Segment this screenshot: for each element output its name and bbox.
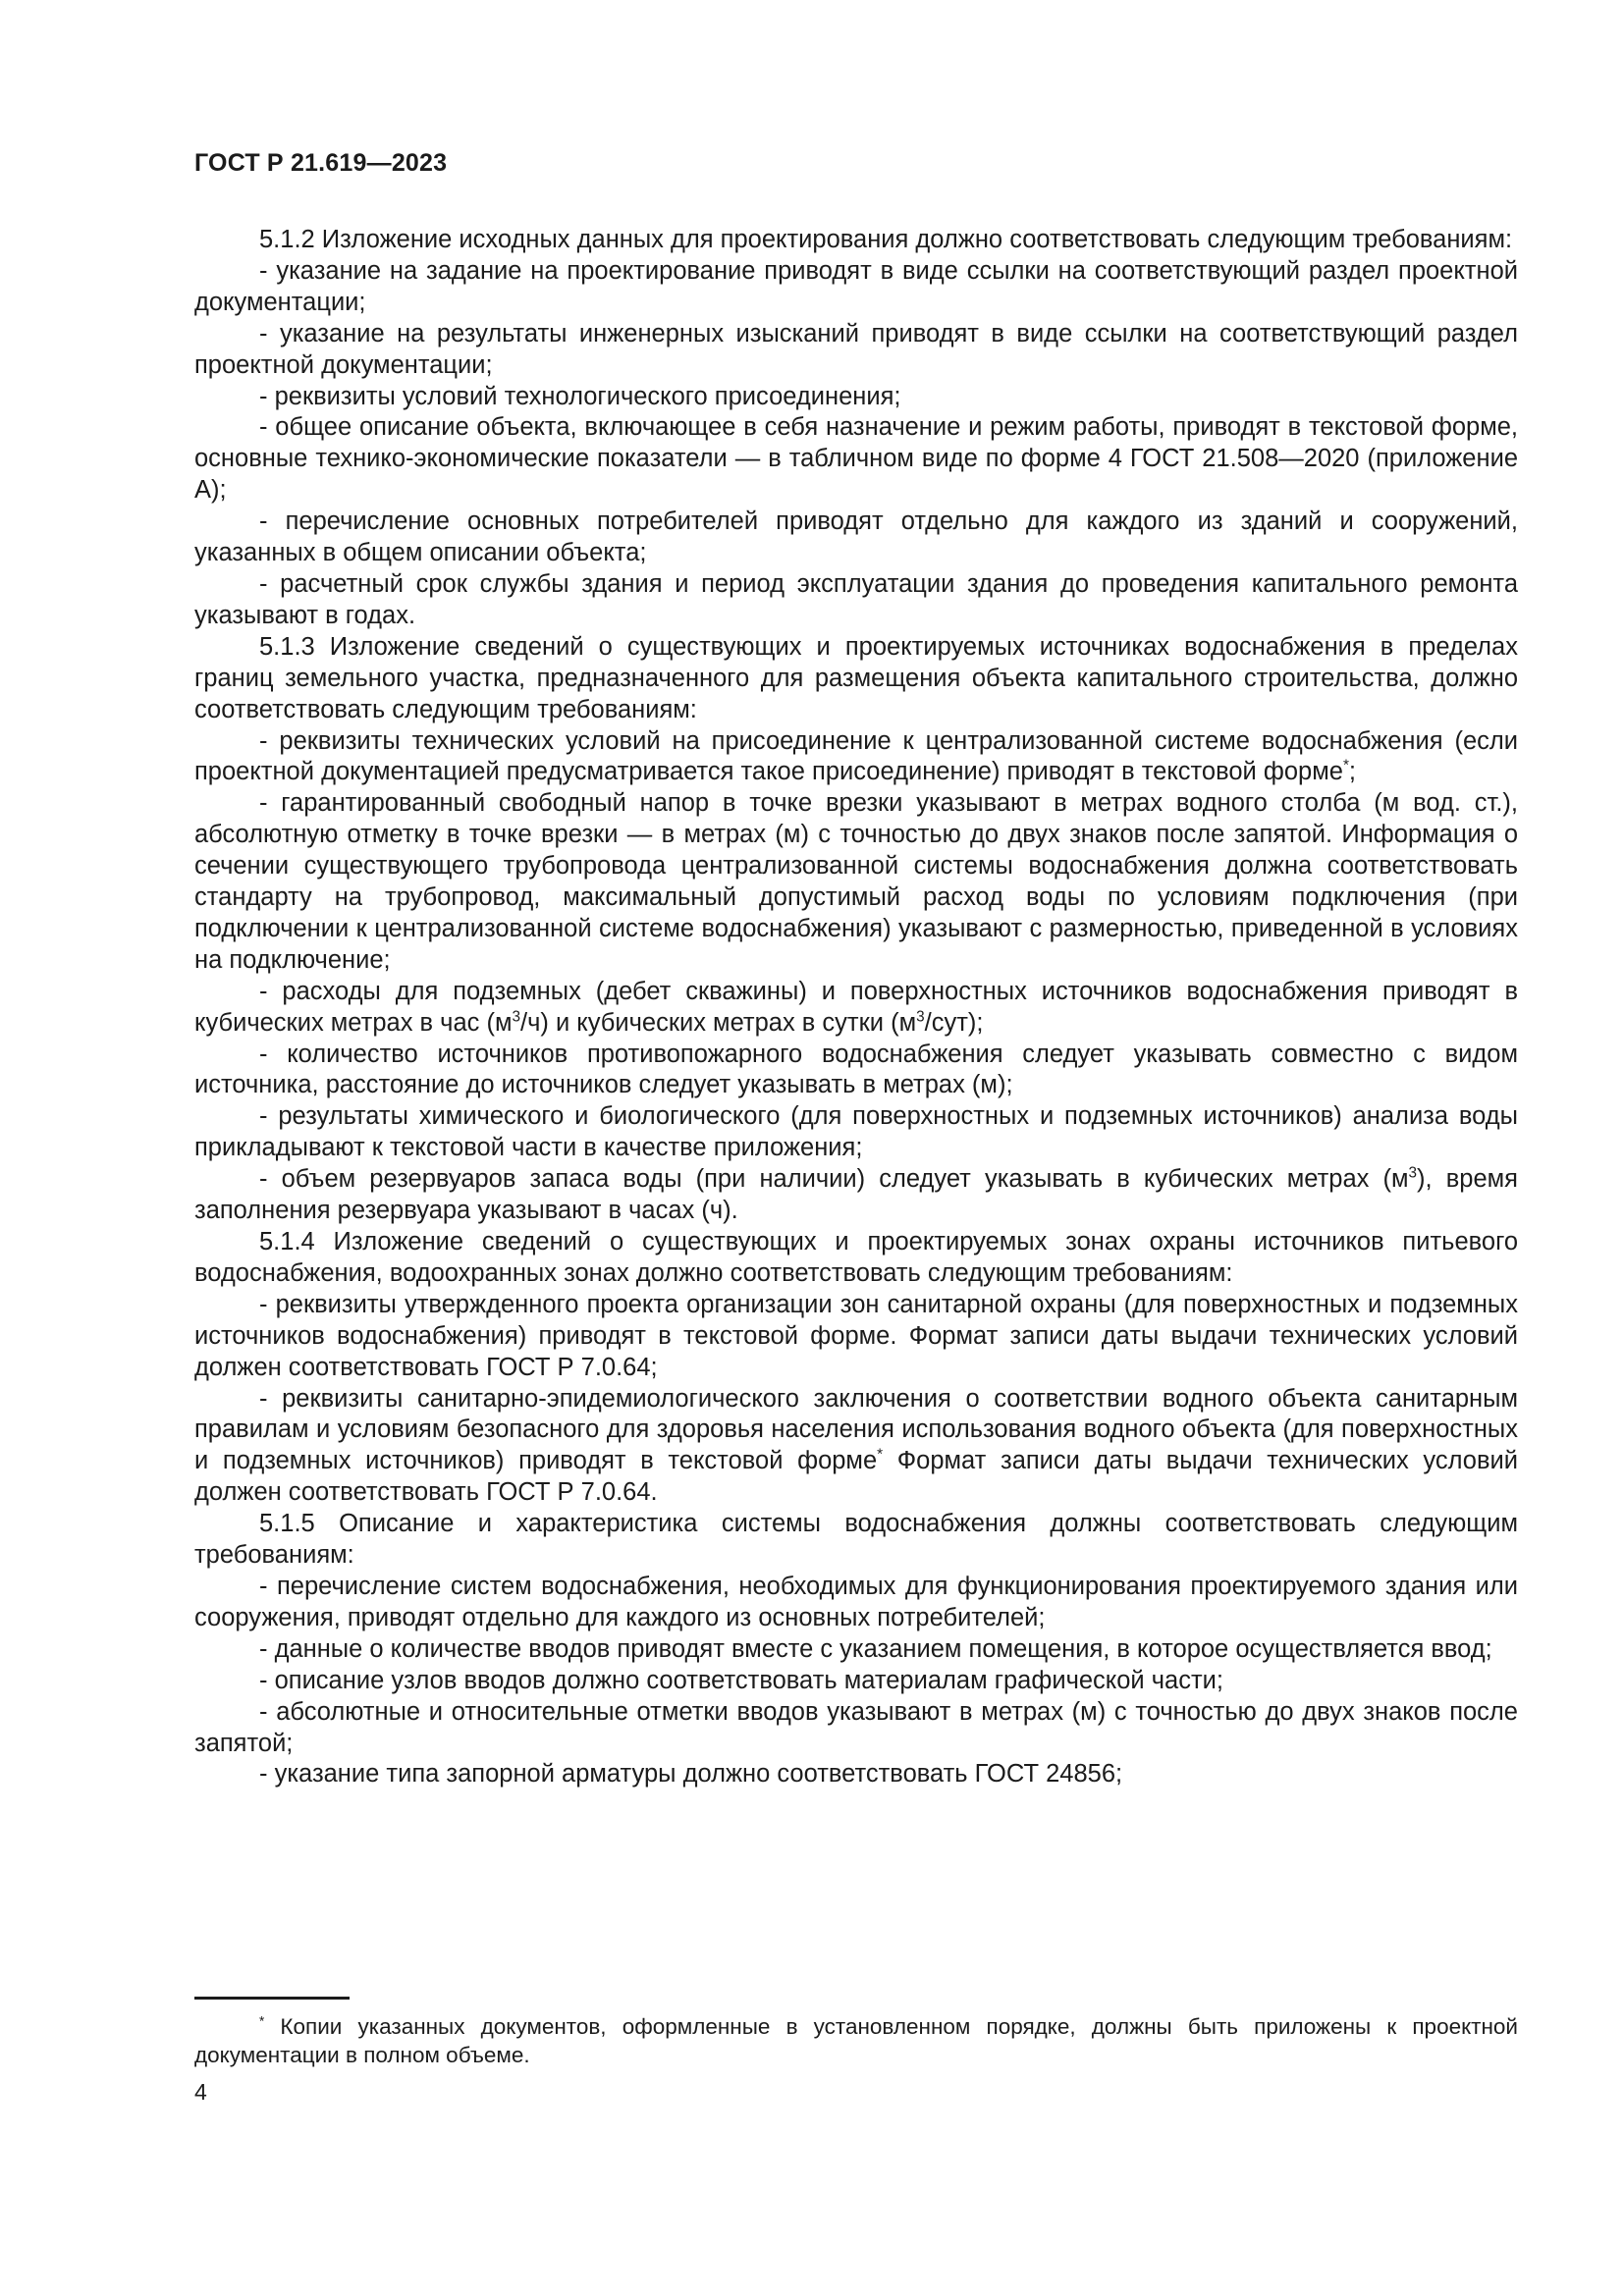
list-item: - результаты химического и биологического (для поверхностных и подземных источников) анализа воды прикладывают к текстовой части в качестве приложения; <box>194 1102 1518 1162</box>
footnote-marker: * <box>259 2013 265 2029</box>
paragraph-5-1-4: 5.1.4 Изложение сведений о существующих и проектируемых зонах охраны источников питьевого водоснабжения, водоохранных зонах должно соответствовать следующим требованиям: <box>194 1228 1518 1287</box>
list-item: - реквизиты условий технологического присоединения; <box>259 382 901 410</box>
list-item: - расходы для подземных (дебет скважины) и поверхностных источников водоснабжения приводят в кубических метрах в час $(м^3/ч)$ и кубических метрах в сутки $(м^3/сут)$; <box>194 977 1518 1037</box>
footnote: * Копии указанных документов, оформленные в установленном порядке, должны быть приложены к проектной документации в полном объеме. <box>194 2013 1518 2067</box>
footnote-reference: * <box>877 1446 884 1464</box>
page-number: 4 <box>194 2079 207 2105</box>
footnote-reference: * <box>1342 757 1349 774</box>
list-item: - указание на результаты инженерных изысканий приводят в виде ссылки на соответствующий раздел проектной документации; <box>194 319 1518 379</box>
list-item: - реквизиты санитарно-эпидемиологического заключения о соответствии водного объекта санитарным правилам и условиям безопасного для здоровья населения использования водного объекта (для поверхностных и подземных источников) приводят в текстовой форме* Формат записи даты выдачи технических условий должен соответствовать ГОСТ Р 7.0.64. <box>194 1384 1518 1507</box>
list-item: - количество источников противопожарного водоснабжения следует указывать совместно с видом источника, расстояние до источников следует указывать в метрах (м); <box>194 1040 1518 1099</box>
list-item: - реквизиты утвержденного проекта организации зон санитарной охраны (для поверхностных и подземных источников водоснабжения) приводят в текстовой форме. Формат записи даты выдачи технических условий должен соответствовать ГОСТ Р 7.0.64; <box>194 1290 1518 1381</box>
superscript: 3 <box>1408 1164 1418 1182</box>
list-item: - данные о количестве вводов приводят вместе с указанием помещения, в которое осуществляется ввод; <box>259 1634 1492 1663</box>
list-item: - объем резервуаров запаса воды (при наличии) следует указывать в кубических метрах $(м^3)$, время заполнения резервуара указывают в часах (ч). <box>194 1164 1518 1225</box>
list-item: - реквизиты технических условий на присоединение к централизованной системе водоснабжения (если проектной документацией предусматривается такое присоединение) приводят в текстовой форме*; <box>194 726 1518 786</box>
list-item: - общее описание объекта, включающее в себя назначение и режим работы, приводят в текстовой форме, основные технико-экономические показатели — в табличном виде по форме 4 ГОСТ 21.508—2020 (приложение А); <box>194 413 1518 505</box>
list-item: - абсолютные и относительные отметки вводов указывают в метрах (м) с точностью до двух знаков после запятой; <box>194 1697 1518 1757</box>
list-item: - указание типа запорной арматуры должно соответствовать ГОСТ 24856; <box>259 1760 1123 1789</box>
paragraph-5-1-3: 5.1.3 Изложение сведений о существующих и проектируемых источниках водоснабжения в пределах границ земельного участка, предназначенного для размещения объекта капитального строительства, должно соответствовать следующим требованиям: <box>194 632 1518 723</box>
list-item: - перечисление основных потребителей приводят отдельно для каждого из зданий и сооружений, указанных в общем описании объекта; <box>194 507 1518 567</box>
list-item: - расчетный срок службы здания и период эксплуатации здания до проведения капитального ремонта указывают в годах. <box>194 569 1518 629</box>
list-item: - описание узлов вводов должно соответствовать материалам графической части; <box>259 1666 1223 1694</box>
list-item: - гарантированный свободный напор в точке врезки указывают в метрах водного столба (м вод. ст.), абсолютную отметку в точке врезки — в метрах (м) с точностью до двух знаков после запятой. Информация о сечении существующего трубопровода централизованной системы водоснабжения должна соответствовать стандарту на трубопровод, максимальный допустимый расход воды по условиям подключения (при подключении к централизованной системе водоснабжения) указывают с размерностью, приведенной в условиях на подключение; <box>194 789 1518 974</box>
superscript: 3 <box>916 1008 925 1026</box>
document-header: ГОСТ Р 21.619—2023 <box>194 149 448 177</box>
footnote-divider <box>194 1997 350 2000</box>
paragraph-5-1-2: 5.1.2 Изложение исходных данных для проектирования должно соответствовать следующим требованиям: <box>259 226 1513 253</box>
superscript: 3 <box>512 1008 520 1026</box>
paragraph-5-1-5: 5.1.5 Описание и характеристика системы водоснабжения должны соответствовать следующим требованиям: <box>194 1510 1518 1570</box>
document-body <box>194 225 1518 1790</box>
list-item: - указание на задание на проектирование приводят в виде ссылки на соответствующий раздел проектной документации; <box>194 256 1518 316</box>
list-item: - перечисление систем водоснабжения, необходимых для функционирования проектируемого здания или сооружения, приводят отдельно для каждого из основных потребителей; <box>194 1572 1518 1631</box>
